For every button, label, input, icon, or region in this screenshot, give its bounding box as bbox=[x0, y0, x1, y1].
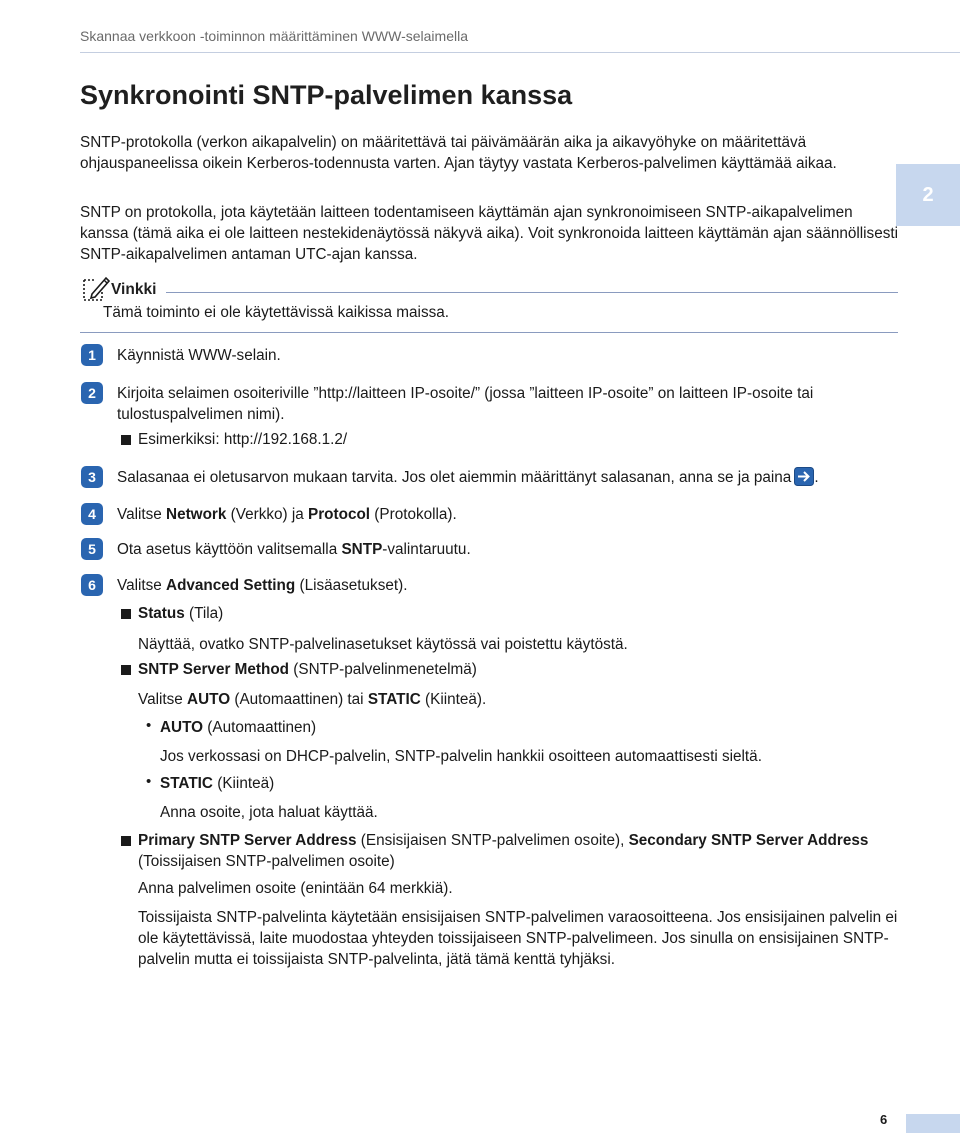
step-3-text bbox=[117, 467, 907, 488]
step-6-post: (Lisäasetukset). bbox=[295, 577, 408, 594]
auto-description: Jos verkossasi on DHCP-palvelin, SNTP-palvelin hankkii osoitteen automaattisesti sieltä. bbox=[160, 748, 762, 765]
step-5-post: -valintaruutu. bbox=[382, 541, 471, 558]
note-text: Tämä toiminto ei ole käytettävissä kaikissa maissa. bbox=[103, 304, 450, 321]
page-number: 6 bbox=[880, 1112, 888, 1127]
note-bottom-rule bbox=[80, 332, 898, 333]
status-option-name: Status bbox=[138, 605, 185, 622]
step-3-end: . bbox=[814, 469, 819, 486]
static-option-paren: (Kiinteä) bbox=[212, 775, 275, 792]
sntp-checkbox-name: SNTP bbox=[341, 541, 383, 558]
step-number-4: 4 bbox=[81, 503, 103, 525]
step-number-3: 3 bbox=[81, 466, 103, 488]
address-option bbox=[138, 830, 908, 872]
static-option-name: STATIC bbox=[160, 775, 213, 792]
intro-paragraph-1: SNTP-protokolla (verkon aikapalvelin) on määritettävä tai päivämäärän aika ja aikavyöhyke on määritettävä ohjauspaneelissa oikein Kerberos-todennusta varten. Ajan täytyy vastata Kerberos-palvelimen käyttämää aikaa. bbox=[80, 134, 837, 172]
status-option-paren: (Tila) bbox=[184, 605, 224, 622]
method-desc-mid: (Automaattinen) tai bbox=[230, 691, 368, 708]
method-option-name: SNTP Server Method bbox=[138, 661, 290, 678]
secondary-address-name: Secondary SNTP Server Address bbox=[628, 832, 869, 849]
method-desc-pre: Valitse bbox=[138, 691, 188, 708]
step-6-pre: Valitse bbox=[117, 577, 167, 594]
method-description bbox=[138, 689, 908, 710]
dot-bullet: • bbox=[146, 773, 152, 790]
step-4-mid: (Verkko) ja bbox=[226, 506, 308, 523]
square-bullet bbox=[121, 435, 131, 445]
address-description-2: Toissijaista SNTP-palvelinta käytetään ensisijaisen SNTP-palvelimen varaosoitteena. Jos ensisijainen palvelin ei ole käytettävissä, laite muodostaa yhteyden toissijaiseen SNTP-palvelimeen. Jos sinulla on ensisijainen SNTP-palvelin mutta ei toissijaista SNTP-palvelinta, jätä tämä kenttä tyhjäksi. bbox=[138, 909, 898, 968]
page-tab bbox=[906, 1114, 960, 1133]
header-rule bbox=[80, 52, 960, 53]
method-desc-post: (Kiinteä). bbox=[420, 691, 487, 708]
static-description: Anna osoite, jota haluat käyttää. bbox=[160, 804, 378, 821]
step-2-example: Esimerkiksi: http://192.168.1.2/ bbox=[138, 431, 348, 448]
step-4-post: (Protokolla). bbox=[370, 506, 457, 523]
method-static-value: STATIC bbox=[367, 691, 421, 708]
protocol-menu-name: Protocol bbox=[308, 506, 371, 523]
note-box-header bbox=[80, 274, 898, 306]
note-label: Vinkki bbox=[111, 281, 157, 298]
method-auto-value: AUTO bbox=[187, 691, 231, 708]
auto-option-name: AUTO bbox=[160, 719, 204, 736]
square-bullet bbox=[121, 609, 131, 619]
address-option-paren: (Toissijaisen SNTP-palvelimen osoite) bbox=[138, 853, 395, 870]
status-description: Näyttää, ovatko SNTP-palvelinasetukset käytössä vai poistettu käytöstä. bbox=[138, 636, 628, 653]
step-5-pre: Ota asetus käyttöön valitsemalla bbox=[117, 541, 342, 558]
dot-bullet: • bbox=[146, 717, 152, 734]
step-number-5: 5 bbox=[81, 538, 103, 560]
network-menu-name: Network bbox=[166, 506, 227, 523]
address-option-mid: (Ensisijaisen SNTP-palvelimen osoite), bbox=[356, 832, 629, 849]
auto-option bbox=[160, 717, 900, 738]
step-number-1: 1 bbox=[81, 344, 103, 366]
chapter-tab: 2 bbox=[896, 164, 960, 226]
step-2-text: Kirjoita selaimen osoiteriville ”http://laitteen IP-osoite/” (jossa ”laitteen IP-osoite” on laitteen IP-osoite tai tulostuspalvelimen nimi). bbox=[117, 385, 814, 423]
note-top-rule bbox=[166, 292, 898, 293]
step-5-text bbox=[117, 539, 907, 560]
status-option bbox=[138, 603, 908, 624]
primary-address-name: Primary SNTP Server Address bbox=[138, 832, 357, 849]
method-option bbox=[138, 659, 908, 680]
step-number-2: 2 bbox=[81, 382, 103, 404]
go-arrow-icon bbox=[794, 467, 814, 486]
note-pencil-icon bbox=[80, 274, 110, 304]
step-3-sentence: Salasanaa ei oletusarvon mukaan tarvita. Jos olet aiemmin määrittänyt salasanan, anna se ja paina bbox=[117, 469, 792, 486]
method-option-paren: (SNTP-palvelinmenetelmä) bbox=[289, 661, 477, 678]
square-bullet bbox=[121, 836, 131, 846]
address-description-1: Anna palvelimen osoite (enintään 64 merkkiä). bbox=[138, 880, 453, 897]
running-header: Skannaa verkkoon -toiminnon määrittäminen WWW-selaimella bbox=[80, 28, 469, 44]
step-6-text bbox=[117, 575, 907, 596]
square-bullet bbox=[121, 665, 131, 675]
static-option bbox=[160, 773, 900, 794]
intro-paragraph-2: SNTP on protokolla, jota käytetään laitteen todentamiseen käyttämän ajan synkronoimiseen SNTP-aikapalvelimen kanssa (tämä aika ei ole laitteen nestekidenäytössä näkyvä aika). Voit synkronoida laitteen käyttämän ajan säännöllisesti SNTP-aikapalvelimen antaman UTC-ajan kanssa. bbox=[80, 204, 899, 263]
step-4-pre: Valitse bbox=[117, 506, 167, 523]
step-1-text: Käynnistä WWW-selain. bbox=[117, 347, 281, 364]
step-4-text bbox=[117, 504, 907, 525]
auto-option-paren: (Automaattinen) bbox=[203, 719, 317, 736]
step-number-6: 6 bbox=[81, 574, 103, 596]
section-title: Synkronointi SNTP-palvelimen kanssa bbox=[80, 80, 573, 110]
advanced-setting-name: Advanced Setting bbox=[166, 577, 296, 594]
